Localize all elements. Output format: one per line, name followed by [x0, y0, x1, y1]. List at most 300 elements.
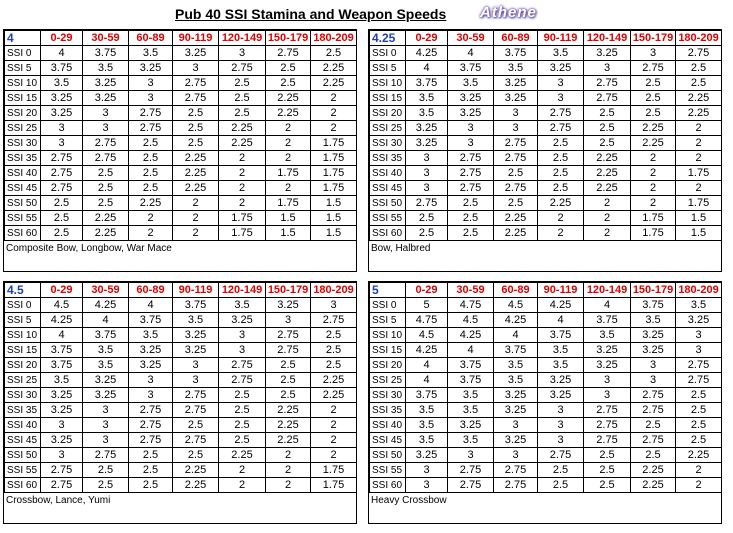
speed-cell: 2 [538, 226, 584, 241]
speed-cell: 3.25 [83, 76, 129, 91]
speed-cell: 3.5 [219, 298, 266, 313]
table-row [370, 463, 722, 478]
speed-cell: 4.25 [41, 313, 83, 328]
column-header: 90-119 [173, 283, 219, 298]
ssi-row-label: SSI 15 [5, 91, 41, 106]
speed-table [4, 282, 357, 493]
speed-cell: 2.5 [219, 106, 266, 121]
speed-cell: 3.5 [129, 328, 173, 343]
speed-cell: 3.5 [584, 328, 631, 343]
speed-cell: 4.5 [494, 298, 538, 313]
table-row [5, 328, 357, 343]
speed-cell: 3 [448, 448, 494, 463]
speed-cell: 3.25 [494, 403, 538, 418]
speed-cell: 2 [266, 181, 311, 196]
table-row [5, 181, 357, 196]
speed-cell: 2.5 [676, 433, 722, 448]
speed-cell: 3.75 [129, 313, 173, 328]
speed-cell: 3.25 [41, 91, 83, 106]
speed-cell: 2.75 [631, 61, 676, 76]
speed-cell: 2.5 [494, 166, 538, 181]
table-row [370, 298, 722, 313]
speed-cell: 2 [129, 211, 173, 226]
speed-cell: 2.25 [676, 91, 722, 106]
speed-cell: 2.75 [631, 403, 676, 418]
speed-cell: 2.5 [631, 106, 676, 121]
speed-cell: 3.5 [41, 373, 83, 388]
speed-cell: 2.25 [311, 388, 357, 403]
speed-cell: 2.5 [538, 463, 584, 478]
speed-cell: 3.5 [83, 358, 129, 373]
column-header: 120-149 [584, 283, 631, 298]
speed-table [369, 30, 722, 241]
speed-cell: 3.75 [83, 46, 129, 61]
speed-cell: 3.5 [41, 76, 83, 91]
speed-cell: 2.25 [219, 136, 266, 151]
speed-cell: 4.5 [406, 328, 448, 343]
ssi-row-label: SSI 30 [5, 136, 41, 151]
speed-cell: 3.5 [448, 403, 494, 418]
speed-cell: 1.5 [311, 211, 357, 226]
speed-cell: 2 [129, 226, 173, 241]
table-row [5, 91, 357, 106]
speed-cell: 3.25 [448, 418, 494, 433]
speed-cell: 2.5 [676, 388, 722, 403]
speed-cell: 3.25 [676, 313, 722, 328]
speed-cell: 3 [129, 76, 173, 91]
speed-cell: 3 [83, 403, 129, 418]
speed-cell: 2.5 [448, 196, 494, 211]
speed-cell: 2.75 [41, 166, 83, 181]
speed-cell: 3.5 [129, 46, 173, 61]
speed-cell: 2.75 [219, 358, 266, 373]
speed-cell: 2 [311, 91, 357, 106]
speed-cell: 2.5 [219, 91, 266, 106]
speed-cell: 3.25 [173, 328, 219, 343]
speed-cell: 3 [631, 46, 676, 61]
speed-cell: 3.25 [83, 373, 129, 388]
weapon-speed-level: 4.25 [370, 31, 406, 46]
speed-cell: 2.75 [494, 136, 538, 151]
speed-cell: 3 [584, 373, 631, 388]
ssi-row-label: SSI 5 [5, 313, 41, 328]
speed-cell: 3.25 [631, 343, 676, 358]
speed-cell: 3.5 [538, 343, 584, 358]
speed-cell: 2.25 [129, 196, 173, 211]
ssi-row-label: SSI 35 [5, 403, 41, 418]
speed-cell: 2.5 [83, 463, 129, 478]
ssi-row-label: SSI 60 [370, 478, 406, 493]
speed-cell: 2 [219, 151, 266, 166]
speed-cell: 2.5 [676, 76, 722, 91]
speed-cell: 2.5 [676, 61, 722, 76]
speed-cell: 2.75 [448, 478, 494, 493]
speed-cell: 3.25 [173, 343, 219, 358]
column-header: 30-59 [83, 283, 129, 298]
speed-cell: 2.75 [448, 463, 494, 478]
table-row [5, 463, 357, 478]
speed-cell: 2.75 [219, 61, 266, 76]
speed-cell: 3.5 [406, 433, 448, 448]
speed-cell: 2.5 [311, 343, 357, 358]
speed-cell: 2.5 [129, 478, 173, 493]
speed-cell: 3 [83, 418, 129, 433]
column-header: 150-179 [266, 283, 311, 298]
speed-cell: 2 [676, 181, 722, 196]
speed-cell: 3 [538, 91, 584, 106]
speed-cell: 3.75 [41, 358, 83, 373]
table-row [370, 418, 722, 433]
speed-cell: 3.75 [494, 46, 538, 61]
speed-cell: 2.5 [83, 196, 129, 211]
speed-cell: 3.75 [494, 343, 538, 358]
column-header: 180-209 [676, 31, 722, 46]
table-row [5, 121, 357, 136]
speed-cell: 2.25 [266, 418, 311, 433]
speed-cell: 2.25 [631, 136, 676, 151]
speed-cell: 2 [538, 211, 584, 226]
speed-cell: 2.25 [173, 181, 219, 196]
speed-cell: 2.5 [406, 226, 448, 241]
speed-cell: 2.5 [448, 226, 494, 241]
table-row [5, 448, 357, 463]
speed-cell: 2.75 [83, 151, 129, 166]
speed-cell: 2.75 [676, 373, 722, 388]
speed-cell: 2.5 [219, 76, 266, 91]
table-row [370, 166, 722, 181]
ssi-row-label: SSI 0 [370, 298, 406, 313]
speed-cell: 2.25 [584, 166, 631, 181]
table-row [5, 151, 357, 166]
speed-cell: 2.5 [41, 211, 83, 226]
speed-cell: 3.75 [448, 61, 494, 76]
speed-cell: 1.5 [266, 211, 311, 226]
speed-cell: 3 [538, 418, 584, 433]
speed-cell: 2.75 [219, 373, 266, 388]
speed-cell: 2.75 [676, 46, 722, 61]
speed-cell: 2.5 [631, 418, 676, 433]
speed-cell: 3.75 [538, 328, 584, 343]
speed-cell: 3 [448, 136, 494, 151]
speed-cell: 4 [448, 343, 494, 358]
ssi-row-label: SSI 30 [5, 388, 41, 403]
speed-cell: 1.75 [676, 196, 722, 211]
speed-cell: 3.25 [406, 136, 448, 151]
table-row [370, 328, 722, 343]
speed-cell: 3 [448, 121, 494, 136]
speed-cell: 2.5 [83, 166, 129, 181]
speed-cell: 3.5 [448, 433, 494, 448]
speed-cell: 3.5 [676, 298, 722, 313]
speed-cell: 2 [219, 463, 266, 478]
speed-cell: 3 [584, 61, 631, 76]
speed-cell: 3.5 [538, 46, 584, 61]
table-row [370, 91, 722, 106]
speed-cell: 2.5 [631, 448, 676, 463]
speed-cell: 3.5 [538, 358, 584, 373]
speed-cell: 2.75 [538, 448, 584, 463]
speed-cell: 3 [266, 313, 311, 328]
table-row [370, 313, 722, 328]
speed-cell: 2.75 [173, 433, 219, 448]
speed-cell: 2.75 [631, 388, 676, 403]
speed-cell: 2.75 [266, 328, 311, 343]
table-row [370, 76, 722, 91]
ssi-row-label: SSI 50 [370, 196, 406, 211]
speed-cell: 2 [219, 181, 266, 196]
table-row [370, 136, 722, 151]
speed-cell: 2.25 [494, 211, 538, 226]
table-row [5, 76, 357, 91]
speed-cell: 3 [538, 433, 584, 448]
speed-cell: 2.5 [173, 106, 219, 121]
speed-cell: 4.25 [448, 328, 494, 343]
ssi-row-label: SSI 15 [370, 91, 406, 106]
ssi-row-label: SSI 45 [5, 433, 41, 448]
speed-cell: 3.5 [406, 106, 448, 121]
speed-cell: 3.25 [406, 121, 448, 136]
speed-cell: 2.5 [129, 166, 173, 181]
speed-cell: 2 [173, 196, 219, 211]
speed-cell: 3.75 [41, 61, 83, 76]
speed-cell: 1.75 [311, 181, 357, 196]
speed-cell: 2.75 [311, 313, 357, 328]
column-header: 0-29 [41, 31, 83, 46]
speed-cell: 3.25 [129, 61, 173, 76]
table-row [370, 403, 722, 418]
speed-cell: 3 [311, 298, 357, 313]
speed-cell: 3 [406, 463, 448, 478]
speed-cell: 4 [406, 358, 448, 373]
column-header: 90-119 [538, 283, 584, 298]
speed-cell: 2.75 [448, 166, 494, 181]
speed-cell: 2.75 [41, 478, 83, 493]
speed-cell: 2.25 [676, 448, 722, 463]
speed-cell: 3 [538, 403, 584, 418]
speed-cell: 4.75 [406, 313, 448, 328]
ssi-row-label: SSI 60 [370, 226, 406, 241]
speed-cell: 3.75 [173, 298, 219, 313]
speed-cell: 2.75 [494, 151, 538, 166]
table-row [370, 211, 722, 226]
table-row [5, 196, 357, 211]
speed-cell: 2.75 [83, 448, 129, 463]
speed-cell: 2 [173, 211, 219, 226]
speed-cell: 3.75 [41, 343, 83, 358]
speed-cell: 3 [494, 106, 538, 121]
speed-cell: 2.25 [311, 61, 357, 76]
table-row [370, 388, 722, 403]
column-header: 60-89 [494, 283, 538, 298]
speed-cell: 4 [406, 61, 448, 76]
speed-cell: 4 [41, 46, 83, 61]
speed-cell: 2.75 [448, 151, 494, 166]
column-header: 30-59 [448, 31, 494, 46]
speed-table-panel [3, 29, 357, 272]
speed-cell: 2.5 [219, 403, 266, 418]
ssi-row-label: SSI 25 [370, 121, 406, 136]
column-header: 60-89 [129, 31, 173, 46]
table-row [5, 46, 357, 61]
speed-cell: 2.5 [584, 121, 631, 136]
speed-cell: 2.75 [494, 181, 538, 196]
speed-cell: 2 [311, 418, 357, 433]
column-header: 150-179 [631, 283, 676, 298]
table-row [5, 211, 357, 226]
table-row [5, 136, 357, 151]
table-row [370, 448, 722, 463]
speed-cell: 2.5 [406, 211, 448, 226]
speed-cell: 2 [311, 403, 357, 418]
speed-cell: 2.25 [266, 106, 311, 121]
speed-cell: 2.5 [266, 358, 311, 373]
speed-cell: 4 [538, 313, 584, 328]
speed-cell: 2 [676, 121, 722, 136]
column-header: 0-29 [41, 283, 83, 298]
speed-cell: 2.5 [83, 478, 129, 493]
table-row [370, 106, 722, 121]
speed-cell: 2.5 [219, 433, 266, 448]
speed-cell: 1.75 [676, 166, 722, 181]
speed-cell: 3 [41, 136, 83, 151]
speed-cell: 2.5 [538, 136, 584, 151]
speed-cell: 3 [41, 448, 83, 463]
speed-cell: 2.5 [311, 358, 357, 373]
speed-cell: 2.25 [173, 151, 219, 166]
ssi-row-label: SSI 35 [370, 151, 406, 166]
speed-cell: 2.5 [173, 448, 219, 463]
speed-cell: 2 [631, 151, 676, 166]
speed-cell: 2.5 [584, 136, 631, 151]
speed-cell: 3 [406, 478, 448, 493]
speed-cell: 2.5 [584, 463, 631, 478]
table-row [5, 358, 357, 373]
table-row [370, 478, 722, 493]
speed-cell: 3.25 [448, 106, 494, 121]
speed-cell: 3.25 [448, 91, 494, 106]
speed-cell: 2.5 [538, 181, 584, 196]
speed-cell: 4.25 [538, 298, 584, 313]
speed-cell: 2.75 [406, 196, 448, 211]
speed-cell: 4 [129, 298, 173, 313]
speed-cell: 3 [129, 373, 173, 388]
speed-cell: 1.75 [266, 196, 311, 211]
column-header: 180-209 [676, 283, 722, 298]
speed-cell: 2.75 [494, 463, 538, 478]
speed-cell: 1.75 [311, 166, 357, 181]
speed-cell: 2.25 [676, 106, 722, 121]
column-header: 180-209 [311, 31, 357, 46]
ssi-row-label: SSI 0 [370, 46, 406, 61]
speed-cell: 3.25 [631, 328, 676, 343]
speed-cell: 2.75 [41, 151, 83, 166]
speed-cell: 3.5 [494, 358, 538, 373]
speed-cell: 4.25 [406, 343, 448, 358]
speed-cell: 1.5 [311, 226, 357, 241]
table-row [5, 403, 357, 418]
speed-cell: 4.5 [41, 298, 83, 313]
table-row [5, 388, 357, 403]
column-header: 150-179 [266, 31, 311, 46]
speed-cell: 4.25 [406, 46, 448, 61]
speed-cell: 2 [266, 448, 311, 463]
table-row [5, 298, 357, 313]
speed-cell: 2.75 [266, 343, 311, 358]
column-header: 120-149 [584, 31, 631, 46]
speed-cell: 3.25 [219, 313, 266, 328]
speed-cell: 2 [584, 211, 631, 226]
speed-cell: 2.75 [494, 478, 538, 493]
speed-cell: 2.5 [631, 91, 676, 106]
speed-cell: 2.5 [538, 166, 584, 181]
speed-cell: 3 [494, 418, 538, 433]
speed-cell: 3 [219, 328, 266, 343]
speed-cell: 1.75 [311, 478, 357, 493]
speed-cell: 2 [266, 478, 311, 493]
speed-cell: 2.75 [129, 418, 173, 433]
ssi-row-label: SSI 40 [370, 166, 406, 181]
speed-cell: 3.5 [173, 313, 219, 328]
speed-cell: 2.75 [173, 403, 219, 418]
speed-table-panel [368, 29, 722, 272]
speed-cell: 2 [584, 196, 631, 211]
table-row [370, 181, 722, 196]
speed-cell: 5 [406, 298, 448, 313]
speed-cell: 1.75 [311, 136, 357, 151]
speed-cell: 3 [494, 448, 538, 463]
speed-cell: 2.25 [266, 91, 311, 106]
speed-cell: 3 [494, 121, 538, 136]
table-row [5, 373, 357, 388]
ssi-row-label: SSI 55 [370, 463, 406, 478]
speed-cell: 2.5 [41, 196, 83, 211]
speed-cell: 2 [219, 196, 266, 211]
ssi-row-label: SSI 60 [5, 478, 41, 493]
speed-cell: 1.75 [219, 211, 266, 226]
ssi-row-label: SSI 50 [5, 448, 41, 463]
speed-cell: 2.75 [173, 76, 219, 91]
speed-cell: 3.25 [494, 91, 538, 106]
speed-cell: 3.25 [129, 358, 173, 373]
speed-cell: 2.5 [219, 388, 266, 403]
table-row [370, 121, 722, 136]
speed-cell: 3 [631, 358, 676, 373]
speed-cell: 3.75 [83, 328, 129, 343]
column-header: 0-29 [406, 31, 448, 46]
speed-cell: 3.5 [83, 343, 129, 358]
speed-cell: 1.75 [311, 463, 357, 478]
speed-cell: 3 [41, 121, 83, 136]
speed-cell: 2 [676, 463, 722, 478]
speed-cell: 4.25 [83, 298, 129, 313]
speed-cell: 3 [406, 166, 448, 181]
column-header: 60-89 [494, 31, 538, 46]
speed-cell: 2.5 [129, 463, 173, 478]
speed-cell: 3 [129, 91, 173, 106]
speed-cell: 3.75 [406, 388, 448, 403]
speed-cell: 1.75 [266, 166, 311, 181]
speed-cell: 3.25 [538, 373, 584, 388]
speed-cell: 2.5 [129, 181, 173, 196]
speed-cell: 2 [173, 226, 219, 241]
speed-cell: 1.75 [631, 226, 676, 241]
speed-cell: 2.75 [538, 106, 584, 121]
speed-cell: 3 [406, 151, 448, 166]
ssi-row-label: SSI 10 [370, 328, 406, 343]
speed-table [369, 282, 722, 493]
table-row [370, 151, 722, 166]
speed-cell: 2.5 [448, 211, 494, 226]
